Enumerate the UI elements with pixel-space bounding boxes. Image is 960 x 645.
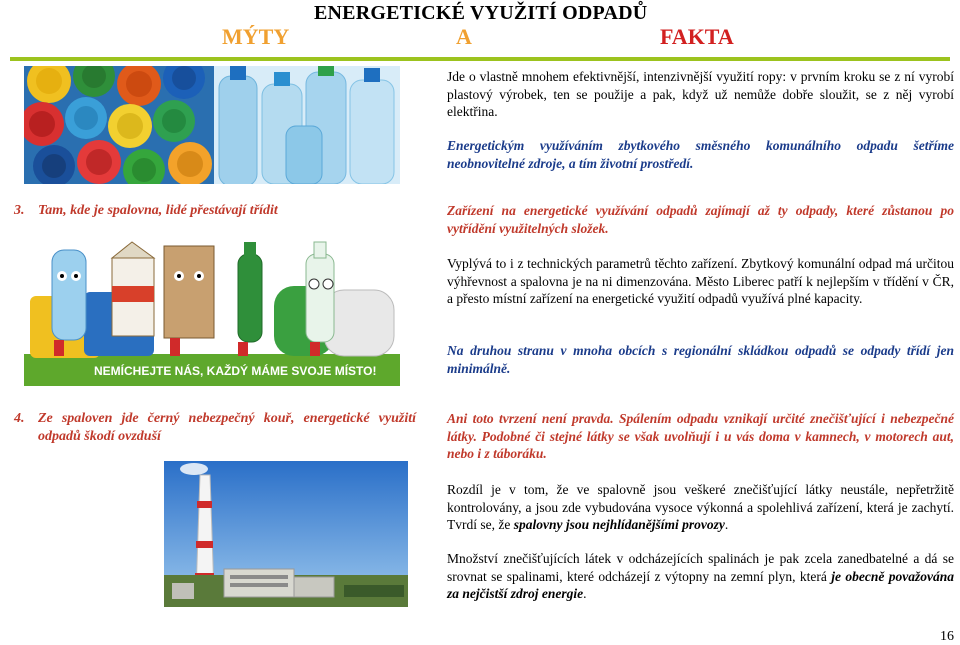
- waste-mascots-image: [24, 236, 400, 386]
- power-plant-image: [164, 461, 408, 607]
- bottles-image: [24, 66, 400, 184]
- myth4-paragraph-2-bold: je obecně považována za nejčistší zdroj energie: [447, 568, 954, 601]
- myth4-paragraph-2: [447, 550, 954, 603]
- block1-emphasis: Energetickým využíváním zbytkového směsného komunálního odpadu šetříme neobnovitelné zdroje, a tím životní prostředí.: [447, 138, 954, 171]
- myth4-text: Ze spaloven jde černý nebezpečný kouř, energetické využití odpadů škodí ovzduší: [38, 411, 416, 444]
- myth3-fact-red: Zařízení na energetické využívání odpadů zajímají až ty odpady, které zůstanou po vytřídění využitelných složek.: [447, 203, 954, 236]
- myth3-fact-emphasis: Na druhou stranu v mnoha obcích s regionální skládkou odpadů se odpady třídí jen minimálně.: [447, 343, 954, 376]
- myth4-number: 4.: [14, 411, 25, 426]
- header-a: A: [456, 24, 472, 49]
- header-rule: [10, 57, 950, 61]
- block1-text: Jde o vlastně mnohem efektivnější, intenzivnější využití ropy: v prvním kroku se z ní vyrobí plastový výrobek, ten se použije a pak, když už nemůže dobře sloužit, se z něj vyrobí elektřina.: [447, 69, 954, 119]
- myth4-paragraph-1: [447, 481, 954, 534]
- myth4-paragraph-1-end: .: [724, 517, 729, 532]
- myth4-fact-red: Ani toto tvrzení není pravda. Spálením odpadu vznikají určité znečišťující i nebezpečné látky. Podobné či stejné látky se však uvolňují i u vás doma v kamnech, v motorech aut, nebo i z táboráku.: [447, 411, 954, 461]
- myth3-fact-paragraph: Vyplývá to i z technických parametrů těchto zařízení. Zbytkový komunální odpad má určitou výhřevnost a spalovna je na ni dimenzována. Město Liberec patří k nejlepším v třídění v ČR, a přesto místní zařízení na energetické využití odpadů využívá plné kapacity.: [447, 256, 954, 306]
- myth3-number: 3.: [14, 203, 25, 218]
- myth4-paragraph-1-text: Rozdíl je v tom, že ve spalovně jsou veškeré znečišťující látky neustále, nepřetržitě kontrolovány, a jsou zde vybudována vysoce výkonná a spolehlivá zařízení, která je zachytí. Tvrdí se, že: [447, 482, 954, 532]
- myth4-paragraph-1-bold: spalovny jsou nejhlídanějšími provozy: [513, 517, 725, 532]
- header-myty: MÝTY: [222, 24, 290, 49]
- myth3-text: Tam, kde je spalovna, lidé přestávají třídit: [38, 203, 278, 218]
- header-fakta: FAKTA: [660, 24, 734, 49]
- page-number: 16: [940, 629, 954, 644]
- page-title: ENERGETICKÉ VYUŽITÍ ODPADŮ: [314, 2, 648, 24]
- block1-paragraph: [447, 68, 954, 121]
- myth4-paragraph-2-text: Množství znečišťujících látek v odcházejících spalinách je pak zcela zanedbatelné a dá se srovnat se spalinami, které odcházejí z výtopny na zemní plyn, která: [447, 551, 954, 584]
- waste-image-caption: NEMÍCHEJTE NÁS, KAŽDÝ MÁME SVOJE MÍSTO!: [94, 364, 377, 378]
- myth4-paragraph-2-end: .: [583, 586, 587, 601]
